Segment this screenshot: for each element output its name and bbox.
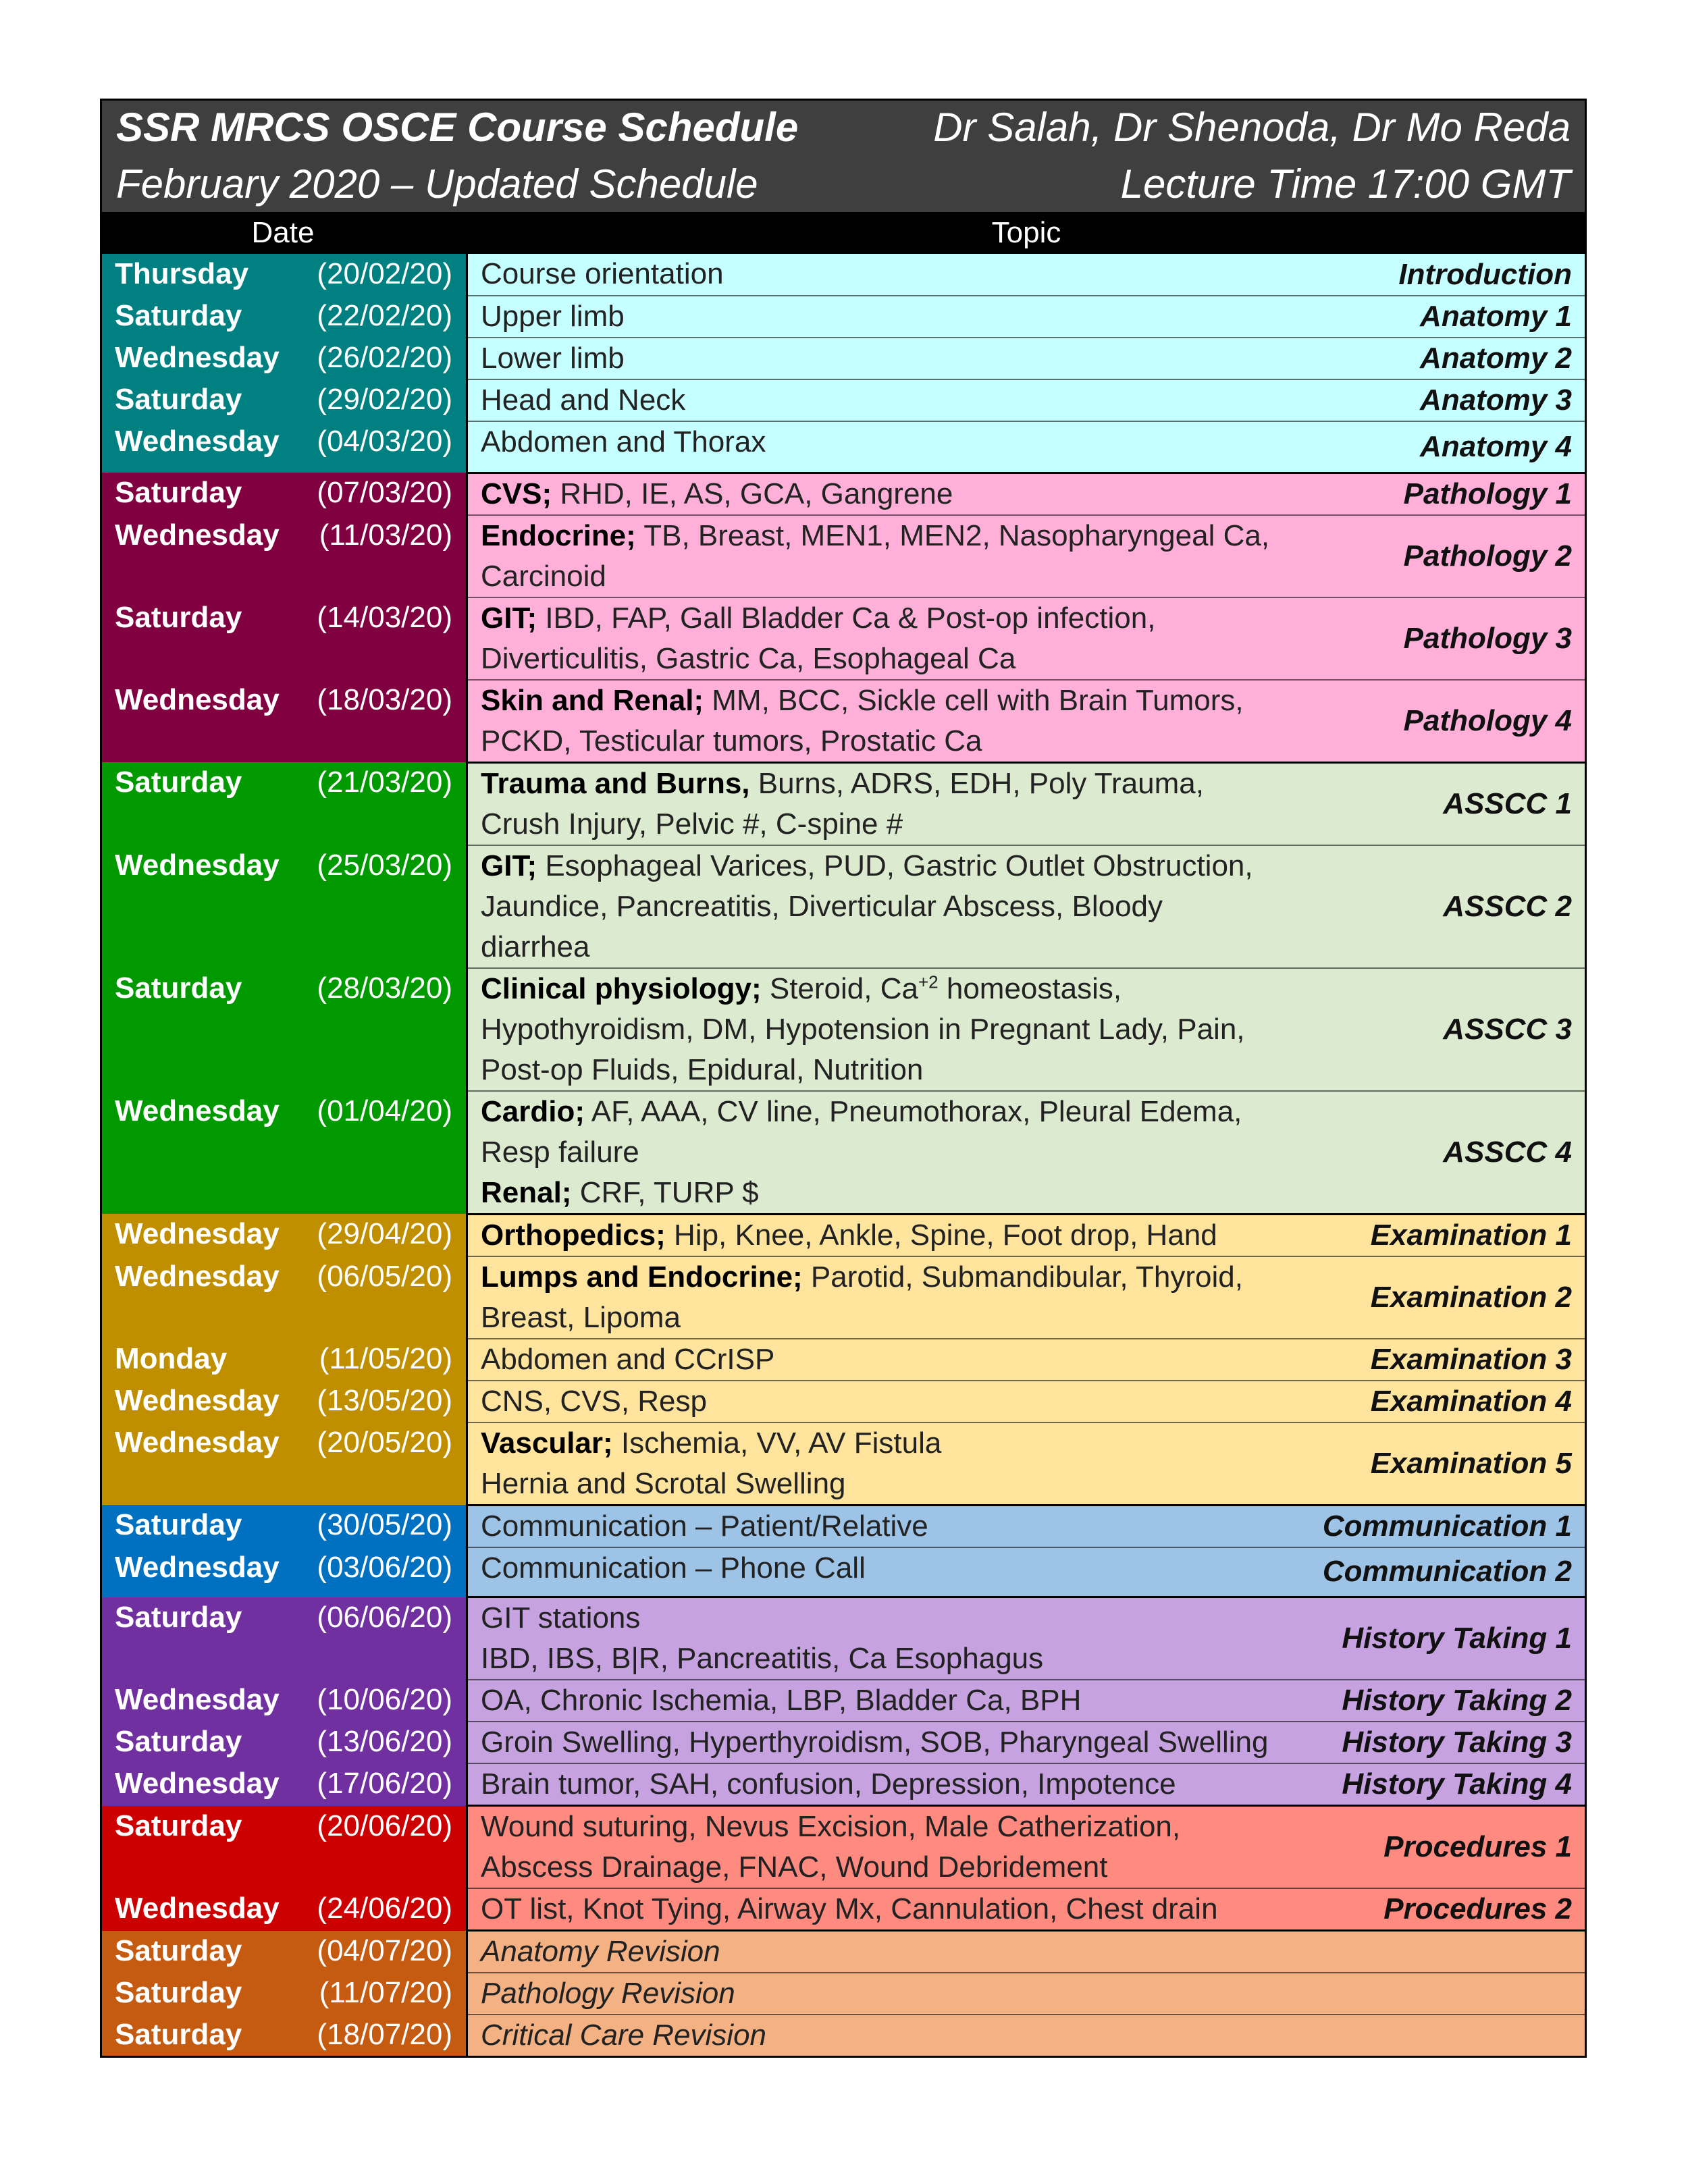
- module-tag: Anatomy 2: [1288, 338, 1587, 379]
- day-name: Saturday: [115, 1508, 242, 1541]
- schedule-row: [100, 1973, 1587, 2015]
- schedule-row: [100, 1722, 1587, 1763]
- schedule-row: [100, 1214, 1587, 1256]
- schedule-sheet: [100, 99, 1587, 2058]
- date-cell: [100, 1256, 466, 1339]
- module-tag: Examination 1: [1288, 1214, 1587, 1256]
- topic-cell: [466, 338, 1288, 379]
- date-value: (20/02/20): [317, 257, 452, 290]
- day-name: Monday: [115, 1341, 228, 1375]
- topic-cell: [466, 1422, 1288, 1506]
- schedule-row: [100, 296, 1587, 338]
- topic-text: Parotid, Submandibular, Thyroid, Breast, Lipoma: [481, 1260, 1243, 1334]
- schedule-row: [100, 254, 1587, 296]
- date-cell: [100, 2015, 466, 2057]
- date-value: (04/03/20): [317, 425, 452, 458]
- topic-text: Anatomy Revision: [481, 1935, 720, 1968]
- topic-cell: [466, 968, 1288, 1091]
- topic-lead: CVS;: [481, 477, 552, 510]
- schedule-row: [100, 1547, 1587, 1597]
- day-name: Wednesday: [115, 1383, 280, 1417]
- topic-cell: [466, 379, 1288, 421]
- topic-text: MM, BCC, Sickle cell with Brain Tumors, PCKD, Testicular tumors, Prostatic Ca: [481, 683, 1244, 757]
- course-title: SSR MRCS OSCE Course Schedule: [116, 104, 799, 150]
- topic-text: CNS, CVS, Resp: [481, 1384, 707, 1418]
- topic-text: GIT stations: [481, 1601, 641, 1634]
- date-cell: [100, 1806, 466, 1889]
- module-tag: ASSCC 2: [1288, 845, 1587, 968]
- topic-cell: [466, 1381, 1288, 1422]
- date-cell: [100, 379, 466, 421]
- date-cell: [100, 1888, 466, 1931]
- module-tag: Communication 1: [1288, 1505, 1587, 1547]
- module-tag: [1288, 1931, 1587, 1973]
- schedule-row: [100, 845, 1587, 968]
- topic-cell: [466, 296, 1288, 338]
- topic-text: Burns, ADRS, EDH, Poly Trauma, Crush Injury, Pelvic #, C-spine #: [481, 766, 1204, 841]
- date-value: (10/06/20): [317, 1683, 452, 1716]
- date-cell: [100, 762, 466, 845]
- date-value: (04/07/20): [317, 1934, 452, 1967]
- column-header: [100, 212, 1587, 254]
- header-row-2: [100, 155, 1587, 212]
- module-tag: Examination 3: [1288, 1339, 1587, 1381]
- module-tag: Anatomy 4: [1288, 421, 1587, 473]
- day-name: Wednesday: [115, 683, 280, 716]
- topic-text: Pathology Revision: [481, 1977, 735, 2010]
- schedule-row: [100, 1256, 1587, 1339]
- date-cell: [100, 338, 466, 379]
- schedule-row: [100, 421, 1587, 473]
- date-cell: [100, 597, 466, 680]
- module-tag: Examination 5: [1288, 1422, 1587, 1506]
- module-tag: ASSCC 3: [1288, 968, 1587, 1091]
- topic-text: homeostasis, Hypothyroidism, DM, Hypotension in Pregnant Lady, Pain, Post-op Fluids, Epidural, Nutrition: [481, 971, 1245, 1086]
- topic-text: Abdomen and Thorax: [481, 425, 766, 458]
- schedule-row: [100, 1680, 1587, 1722]
- schedule-row: [100, 1091, 1587, 1215]
- day-name: Wednesday: [115, 1767, 280, 1800]
- day-name: Wednesday: [115, 341, 280, 374]
- topic-text: AF, AAA, CV line, Pneumothorax, Pleural Edema, Resp failure: [481, 1094, 1242, 1169]
- day-name: Saturday: [115, 1600, 242, 1634]
- column-date: Date: [251, 216, 315, 249]
- day-name: Wednesday: [115, 1892, 280, 1925]
- day-name: Wednesday: [115, 518, 280, 552]
- date-value: (28/03/20): [317, 971, 452, 1005]
- date-value: (22/02/20): [317, 299, 452, 332]
- date-cell: [100, 968, 466, 1091]
- topic-lead: Clinical physiology;: [481, 971, 762, 1005]
- schedule-row: [100, 2015, 1587, 2057]
- course-subtitle: February 2020 – Updated Schedule: [116, 161, 758, 207]
- schedule-row: [100, 680, 1587, 763]
- date-value: (03/06/20): [317, 1550, 452, 1584]
- date-cell: [100, 1339, 466, 1381]
- schedule-row: [100, 1597, 1587, 1680]
- date-value: (13/06/20): [317, 1725, 452, 1758]
- topic-text: Communication – Patient/Relative: [481, 1509, 928, 1543]
- module-tag: Examination 2: [1288, 1256, 1587, 1339]
- schedule-row: [100, 968, 1587, 1091]
- day-name: Saturday: [115, 600, 242, 634]
- day-name: Saturday: [115, 2018, 242, 2051]
- topic-cell: [466, 1931, 1288, 1973]
- topic-text: Upper limb: [481, 300, 625, 333]
- module-tag: Procedures 1: [1288, 1806, 1587, 1889]
- schedule-row: [100, 1505, 1587, 1547]
- topic-lead: GIT;: [481, 849, 537, 882]
- date-cell: [100, 1214, 466, 1256]
- date-value: (11/03/20): [319, 518, 452, 552]
- topic-cell: [466, 473, 1288, 515]
- schedule-row: [100, 1888, 1587, 1931]
- topic-lead: Orthopedics;: [481, 1218, 666, 1252]
- module-tag: Pathology 4: [1288, 680, 1587, 763]
- date-cell: [100, 1722, 466, 1763]
- topic-text: Lower limb: [481, 342, 625, 375]
- topic-text: Groin Swelling, Hyperthyroidism, SOB, Pharyngeal Swelling: [481, 1726, 1269, 1759]
- header-row-1: [100, 99, 1587, 155]
- date-cell: [100, 1597, 466, 1680]
- topic-cell: [466, 421, 1288, 473]
- date-value: (18/07/20): [317, 2018, 452, 2051]
- module-tag: Procedures 2: [1288, 1888, 1587, 1931]
- day-name: Wednesday: [115, 1550, 280, 1584]
- topic-text: Course orientation: [481, 257, 724, 290]
- topic-cell: [466, 515, 1288, 597]
- schedule-row: [100, 762, 1587, 845]
- date-cell: [100, 515, 466, 597]
- date-value: (06/06/20): [317, 1600, 452, 1634]
- module-tag: History Taking 1: [1288, 1597, 1587, 1680]
- date-value: (11/05/20): [319, 1341, 452, 1375]
- day-name: Wednesday: [115, 1683, 280, 1716]
- topic-lead: GIT;: [481, 601, 537, 635]
- topic-lead: Lumps and Endocrine;: [481, 1260, 803, 1294]
- date-value: (11/07/20): [319, 1976, 452, 2009]
- topic-cell: [466, 254, 1288, 296]
- date-cell: [100, 1091, 466, 1215]
- schedule-table: [100, 254, 1587, 2058]
- schedule-row: [100, 515, 1587, 597]
- topic-cell: [466, 597, 1288, 680]
- column-topic: Topic: [991, 216, 1061, 249]
- module-tag: Introduction: [1288, 254, 1587, 296]
- topic-text: Esophageal Varices, PUD, Gastric Outlet Obstruction, Jaundice, Pancreatitis, Diverticular Abscess, Bloody diarrhea: [481, 849, 1253, 963]
- schedule-row: [100, 1422, 1587, 1506]
- superscript: +2: [918, 971, 939, 992]
- authors: Dr Salah, Dr Shenoda, Dr Mo Reda: [933, 104, 1571, 150]
- topic-cell: [466, 1722, 1288, 1763]
- topic-text: IBD, IBS, B|R, Pancreatitis, Ca Esophagus: [481, 1642, 1044, 1675]
- day-name: Saturday: [115, 1976, 242, 2009]
- topic-text: TB, Breast, MEN1, MEN2, Nasopharyngeal Ca, Carcinoid: [481, 518, 1270, 593]
- day-name: Wednesday: [115, 1425, 280, 1459]
- module-tag: Pathology 2: [1288, 515, 1587, 597]
- date-cell: [100, 254, 466, 296]
- date-cell: [100, 680, 466, 763]
- module-tag: History Taking 2: [1288, 1680, 1587, 1722]
- date-cell: [100, 1680, 466, 1722]
- day-name: Thursday: [115, 257, 249, 290]
- topic-cell: [466, 1597, 1288, 1680]
- module-tag: History Taking 4: [1288, 1763, 1587, 1806]
- day-name: Saturday: [115, 383, 242, 416]
- topic-text: Steroid, Ca: [761, 971, 918, 1005]
- topic-cell: [466, 1973, 1288, 2015]
- topic-cell: [466, 1214, 1288, 1256]
- day-name: Saturday: [115, 1934, 242, 1967]
- schedule-row: [100, 597, 1587, 680]
- topic-text: Brain tumor, SAH, confusion, Depression, Impotence: [481, 1767, 1176, 1801]
- topic-cell: [466, 1680, 1288, 1722]
- topic-text: Communication – Phone Call: [481, 1551, 866, 1584]
- schedule-row: [100, 379, 1587, 421]
- topic-lead: Trauma and Burns,: [481, 766, 750, 800]
- topic-lead: Skin and Renal;: [481, 683, 704, 717]
- topic-text: RHD, IE, AS, GCA, Gangrene: [552, 477, 953, 510]
- day-name: Wednesday: [115, 1259, 280, 1293]
- date-cell: [100, 1422, 466, 1506]
- date-value: (13/05/20): [317, 1383, 452, 1417]
- topic-lead: Cardio;: [481, 1094, 585, 1128]
- date-cell: [100, 845, 466, 968]
- day-name: Wednesday: [115, 1094, 280, 1127]
- date-value: (25/03/20): [317, 848, 452, 882]
- date-value: (29/04/20): [317, 1217, 452, 1250]
- module-tag: [1288, 2015, 1587, 2057]
- date-value: (07/03/20): [317, 476, 452, 509]
- topic-text: CRF, TURP $: [571, 1175, 759, 1209]
- topic-cell: [466, 2015, 1288, 2057]
- topic-cell: [466, 845, 1288, 968]
- module-tag: ASSCC 1: [1288, 762, 1587, 845]
- topic-cell: [466, 1547, 1288, 1597]
- date-cell: [100, 1547, 466, 1597]
- topic-cell: [466, 1339, 1288, 1381]
- module-tag: [1288, 1973, 1587, 2015]
- topic-text: Hernia and Scrotal Swelling: [481, 1466, 846, 1500]
- day-name: Saturday: [115, 299, 242, 332]
- module-tag: ASSCC 4: [1288, 1091, 1587, 1215]
- day-name: Saturday: [115, 766, 242, 799]
- day-name: Wednesday: [115, 1217, 280, 1250]
- column-divider: [466, 254, 468, 2058]
- date-value: (17/06/20): [317, 1767, 452, 1800]
- day-name: Saturday: [115, 1725, 242, 1758]
- module-tag: Communication 2: [1288, 1547, 1587, 1597]
- date-value: (14/03/20): [317, 600, 452, 634]
- day-name: Saturday: [115, 1809, 242, 1842]
- day-name: Wednesday: [115, 425, 280, 458]
- topic-text: IBD, FAP, Gall Bladder Ca & Post-op infection, Diverticulitis, Gastric Ca, Esophageal Ca: [481, 601, 1156, 675]
- date-cell: [100, 473, 466, 515]
- day-name: Saturday: [115, 476, 242, 509]
- module-tag: Pathology 1: [1288, 473, 1587, 515]
- topic-text: Critical Care Revision: [481, 2019, 767, 2052]
- date-cell: [100, 1381, 466, 1422]
- date-value: (30/05/20): [317, 1508, 452, 1541]
- date-value: (20/05/20): [317, 1425, 452, 1459]
- date-value: (06/05/20): [317, 1259, 452, 1293]
- date-cell: [100, 421, 466, 473]
- date-value: (29/02/20): [317, 383, 452, 416]
- schedule-row: [100, 1339, 1587, 1381]
- module-tag: Examination 4: [1288, 1381, 1587, 1422]
- topic-cell: [466, 1505, 1288, 1547]
- date-value: (21/03/20): [317, 766, 452, 799]
- topic-lead: Endocrine;: [481, 518, 636, 552]
- schedule-row: [100, 1381, 1587, 1422]
- date-value: (18/03/20): [317, 683, 452, 716]
- schedule-row: [100, 473, 1587, 515]
- date-cell: [100, 1505, 466, 1547]
- day-name: Saturday: [115, 971, 242, 1005]
- topic-cell: [466, 1763, 1288, 1806]
- schedule-row: [100, 1806, 1587, 1889]
- date-cell: [100, 1973, 466, 2015]
- date-value: (01/04/20): [317, 1094, 452, 1127]
- module-tag: Anatomy 3: [1288, 379, 1587, 421]
- topic-text: OA, Chronic Ischemia, LBP, Bladder Ca, BPH: [481, 1684, 1082, 1717]
- day-name: Wednesday: [115, 848, 280, 882]
- topic-text: Abdomen and CCrISP: [481, 1342, 775, 1376]
- schedule-row: [100, 1931, 1587, 1973]
- topic-cell: [466, 1091, 1288, 1215]
- topic-cell: [466, 1888, 1288, 1931]
- topic-cell: [466, 1806, 1288, 1889]
- topic-cell: [466, 762, 1288, 845]
- date-cell: [100, 296, 466, 338]
- topic-lead: Vascular;: [481, 1426, 613, 1460]
- date-value: (20/06/20): [317, 1809, 452, 1842]
- topic-text: Wound suturing, Nevus Excision, Male Catherization, Abscess Drainage, FNAC, Wound Debridement: [481, 1810, 1181, 1884]
- topic-cell: [466, 680, 1288, 763]
- topic-text: OT list, Knot Tying, Airway Mx, Cannulation, Chest drain: [481, 1892, 1218, 1925]
- date-cell: [100, 1763, 466, 1806]
- topic-cell: [466, 1256, 1288, 1339]
- date-value: (24/06/20): [317, 1892, 452, 1925]
- schedule-row: [100, 338, 1587, 379]
- date-cell: [100, 1931, 466, 1973]
- topic-lead: Renal;: [481, 1175, 572, 1209]
- schedule-row: [100, 1763, 1587, 1806]
- topic-text: Hip, Knee, Ankle, Spine, Foot drop, Hand: [665, 1218, 1217, 1252]
- topic-text: Head and Neck: [481, 383, 686, 417]
- module-tag: Anatomy 1: [1288, 296, 1587, 338]
- date-value: (26/02/20): [317, 341, 452, 374]
- module-tag: Pathology 3: [1288, 597, 1587, 680]
- module-tag: History Taking 3: [1288, 1722, 1587, 1763]
- topic-text: Ischemia, VV, AV Fistula: [612, 1426, 942, 1460]
- lecture-time: Lecture Time 17:00 GMT: [1120, 161, 1571, 207]
